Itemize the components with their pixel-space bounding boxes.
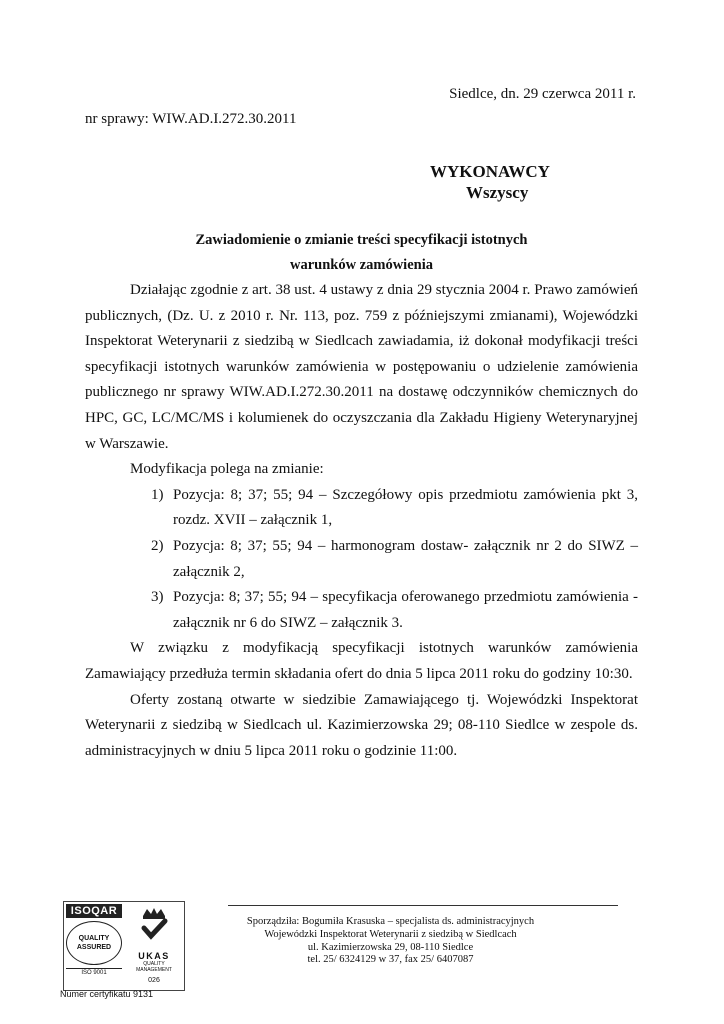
- addressee-line1: WYKONAWCY: [430, 162, 550, 181]
- isoqar-line1: QUALITY: [78, 935, 110, 942]
- list-item-text: Pozycja: 8; 37; 55; 94 – specyfikacja oferowanego przedmiotu zamówienia - załącznik nr 6 do SIWZ – załącznik 3.: [173, 589, 638, 631]
- document-title-line1: Zawiadomienie o zmianie treści specyfikacji istotnych: [195, 232, 528, 248]
- footer-address: ul. Kazimierzowska 29, 08-110 Siedlce: [307, 941, 474, 953]
- list-item-number: 1): [151, 486, 164, 503]
- case-number: nr sprawy: WIW.AD.I.272.30.2011: [85, 111, 297, 127]
- modifications-list: [85, 483, 638, 637]
- certificate-number: Numer certyfikatu 9131: [60, 989, 154, 999]
- paragraph-opening: Oferty zostaną otwarte w siedzibie Zamawiającego tj. Wojewódzki Inspektorat Weterynarii z siedzibą w Siedlcach ul. Kazimierzowska 29; 08-110 Siedlce w zespole ds. administracyjnych w dniu 5 lipca 2011 roku o godzinie 11:00.: [85, 691, 638, 759]
- ukas-line1: QUALITY: [143, 961, 165, 967]
- isoqar-standard: ISO 9001: [66, 968, 122, 976]
- list-item: [85, 585, 638, 636]
- paragraph-deadline: W związku z modyfikacją specyfikacji istotnych warunków zamówienia Zamawiający przedłuża termin składania ofert do dnia 5 lipca 2011 roku do godziny 10:30.: [85, 640, 638, 682]
- list-item-text: Pozycja: 8; 37; 55; 94 – Szczegółowy opis przedmiotu zamówienia pkt 3, rozdz. XVII – załącznik 1,: [173, 486, 638, 529]
- footer-prepared-by: Sporządziła: Bogumiła Krasuska – specjalista ds. administracyjnych: [246, 916, 535, 927]
- paragraph-legal-basis: Działając zgodnie z art. 38 ust. 4 ustawy z dnia 29 stycznia 2004 r. Prawo zamówień publicznych, (Dz. U. z 2010 r. Nr. 113, poz. 759 z późniejszymi zmianami), Wojewódzki Inspektorat Weterynarii z siedzibą w Siedlcach zawiadamia, iż dokonał modyfikacji treści specyfikacji istotnych warunków zamówienia w postępowaniu o udzielenie zamówienia publicznego nr sprawy WIW.AD.I.272.30.2011 na dostawę odczynników chemicznych do HPC, GC, LC/MC/MS i kolumienek do oczyszczania dla Zakładu Higieny Weterynaryjnej w Warszawie.: [85, 282, 638, 452]
- addressee-line2: Wszyscy: [466, 183, 529, 202]
- ukas-crown-check-icon: [135, 906, 173, 944]
- ukas-line2: MANAGEMENT: [136, 967, 172, 973]
- isoqar-seal: [66, 921, 122, 965]
- list-item-text: Pozycja: 8; 37; 55; 94 – harmonogram dostaw- załącznik nr 2 do SIWZ – załącznik 2,: [173, 537, 638, 580]
- document-title-line2: warunków zamówienia: [290, 257, 433, 273]
- list-item: [85, 483, 638, 534]
- footer-divider: [228, 905, 618, 906]
- list-item-number: 3): [151, 589, 164, 606]
- document-date: Siedlce, dn. 29 czerwca 2011 r.: [449, 86, 636, 102]
- list-item: [85, 534, 638, 585]
- isoqar-logo: [66, 904, 122, 976]
- isoqar-name: ISOQAR: [66, 904, 122, 918]
- footer-contact: [228, 916, 553, 967]
- ukas-logo: [129, 906, 179, 984]
- ukas-number: 026: [148, 977, 160, 984]
- document-body: [85, 278, 638, 764]
- isoqar-line2: ASSURED: [76, 944, 112, 951]
- footer-institution: Wojewódzki Inspektorat Weterynarii z siedzibą w Siedlcach: [264, 928, 517, 940]
- list-item-number: 2): [151, 537, 164, 554]
- modifications-intro: Modyfikacja polega na zmianie:: [130, 461, 324, 478]
- ukas-name: UKAS: [138, 951, 170, 961]
- footer-phone: tel. 25/ 6324129 w 37, fax 25/ 6407087: [307, 954, 474, 966]
